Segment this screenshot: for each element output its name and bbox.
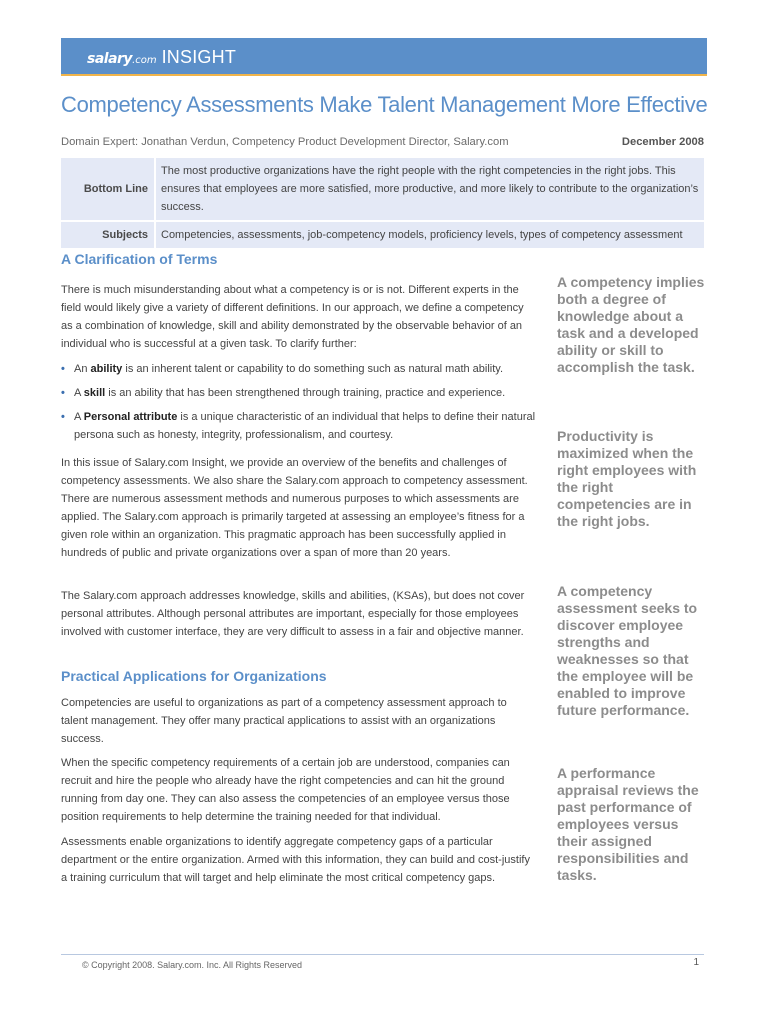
definition-term: skill bbox=[83, 387, 106, 399]
pull-quote: A competency implies both a degree of knowledge about a task and a developed ability or skill to accomplish the task. bbox=[557, 274, 705, 375]
subjects-label: Subjects bbox=[61, 222, 156, 248]
clarification-paragraph-2: In this issue of Salary.com Insight, we provide an overview of the benefits and challenges of competency assessments. We also share the Salary.com approach to competency assessment. There are numerous assessment methods and numerous purposes to which assessments are applied. The Salary.com approach is primarily targeted at assessing an employee’s fitness for a given role within an organization. This pragmatic approach has been successfully applied in hundreds of public and private organizations over a span of more than 20 years. bbox=[61, 457, 528, 559]
pull-quote: A competency assessment seeks to discover employee strengths and weaknesses so that the employee will be enabled to improve future performance. bbox=[557, 583, 698, 718]
logo-brand: salary bbox=[87, 51, 133, 67]
definition-pre: A bbox=[74, 387, 84, 399]
list-item bbox=[61, 384, 536, 402]
clarification-intro: There is much misunderstanding about what a competency is or is not. Different experts in the field would likely give a variety of different definitions. In our approach, we define a competency as a combination of knowledge, skill and ability demonstrated by the observable behavior of an individual who is successful at a given task. To clarify further: bbox=[61, 284, 524, 350]
list-item bbox=[61, 408, 536, 444]
page-number: 1 bbox=[693, 957, 699, 968]
applications-paragraph-1: Competencies are useful to organizations as part of a competency assessment approach to talent management. They offer many practical applications to assist with an organizations success. bbox=[61, 697, 507, 745]
pull-quote: Productivity is maximized when the right employees with the right competencies are in the right jobs. bbox=[557, 428, 697, 529]
bullet-icon: • bbox=[61, 363, 65, 375]
summary-table bbox=[61, 156, 704, 250]
domain-expert: Domain Expert: Jonathan Verdun, Competency Product Development Director, Salary.com bbox=[61, 136, 509, 148]
footer-divider bbox=[61, 954, 704, 955]
bullet-icon: • bbox=[61, 411, 65, 423]
clarification-paragraph-3: The Salary.com approach addresses knowledge, skills and abilities, (KSAs), but does not cover personal attributes. Although personal attributes are important, especially for those employees involved with customer interface, they are very difficult to assess in a fair and objective manner. bbox=[61, 590, 525, 638]
page-title: Competency Assessments Make Talent Management More Effective bbox=[61, 92, 708, 117]
bottom-line-label: Bottom Line bbox=[61, 158, 156, 220]
bullet-icon: • bbox=[61, 387, 65, 399]
definition-pre: A bbox=[74, 411, 84, 423]
list-item bbox=[61, 360, 536, 378]
applications-paragraph-2: When the specific competency requirements of a certain job are understood, companies can recruit and hire the people who already have the right competencies and can hit the ground running from day one. They can also assess the competencies of an employee versus those position requirements to help determine the training needed for that individual. bbox=[61, 757, 510, 823]
logo-brand-suffix: .com bbox=[132, 55, 157, 66]
salary-insight-logo bbox=[87, 47, 236, 68]
definition-text: is an ability that has been strengthened through training, practice and experience. bbox=[105, 387, 506, 399]
definition-pre: An bbox=[74, 363, 91, 375]
definition-text: is a unique characteristic of an individual that helps to define their natural persona such as honesty, integrity, professionalism, and courtesy. bbox=[74, 411, 536, 441]
subjects-row bbox=[61, 222, 704, 248]
applications-paragraph-3: Assessments enable organizations to identify aggregate competency gaps of a particular department or the entire organization. Armed with this information, they can build and cost-justify a training curriculum that will target and help eliminate the most critical competency gaps. bbox=[61, 836, 530, 884]
copyright-notice: © Copyright 2008. Salary.com. Inc. All Rights Reserved bbox=[82, 960, 303, 970]
bottom-line-text: The most productive organizations have the right people with the right competencies in the right jobs. This ensures that employees are more satisfied, more productive, and more likely to contribute to the organization’s success. bbox=[156, 158, 704, 220]
bottom-line-row bbox=[61, 158, 704, 220]
logo-product: INSIGHT bbox=[161, 47, 237, 67]
section-heading-applications: Practical Applications for Organizations bbox=[61, 668, 327, 684]
section-heading-clarification: A Clarification of Terms bbox=[61, 251, 218, 267]
definition-term: Personal attribute bbox=[83, 411, 178, 423]
pull-quote: A performance appraisal reviews the past performance of employees versus their assigned responsibilities and tasks. bbox=[557, 765, 699, 883]
publication-date: December 2008 bbox=[621, 136, 704, 148]
header-bar bbox=[61, 38, 707, 76]
definition-text: is an inherent talent or capability to do something such as natural math ability. bbox=[122, 363, 504, 375]
subjects-text: Competencies, assessments, job-competency models, proficiency levels, types of competency assessment bbox=[156, 222, 704, 248]
definition-term: ability bbox=[90, 363, 123, 375]
definition-list bbox=[61, 360, 536, 450]
